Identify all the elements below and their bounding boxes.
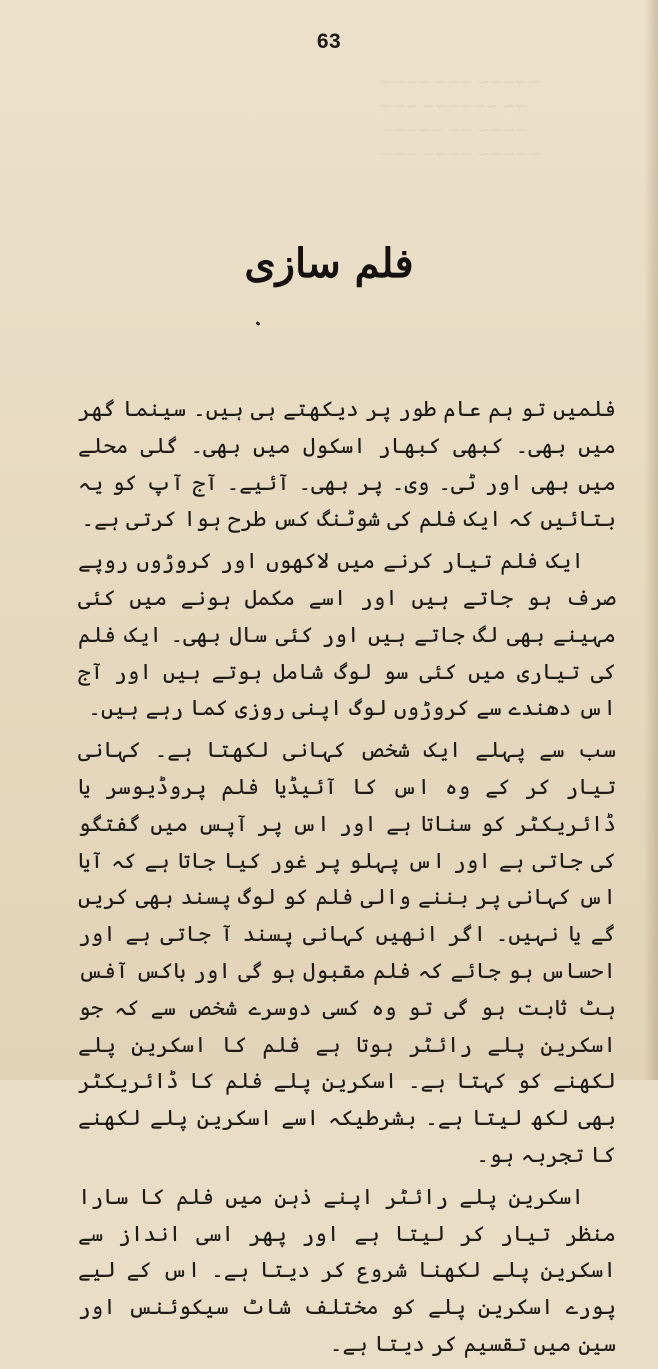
paragraph: سب سے پہلے ایک شخص کہانی لکھتا ہے۔ کہانی تیار کر کے وہ اس کا آئیڈیا فلم پروڈیوسر یا ڈائریکٹر کو سناتا ہے اور اس پر آپس میں گفتگو کی جاتی ہے اور اس پہلو پر غور کیا جاتا ہے کہ آیا اس کہانی پر بننے والی فلم کو لوگ پسند بھی کریں گے یا نہیں۔ اگر انھیں کہانی پسند آ جاتی ہے اور احساس ہو جائے کہ فلم مقبول ہو گی اور باکس آفس ہٹ ثابت ہو گی تو وہ کسی دوسرے شخص سے کہ جو اسکرین پلے رائٹر ہوتا ہے فلم کا اسکرین پلے لکھنے کو کہتا ہے۔ اسکرین پلے فلم کا ڈائریکٹر بھی لکھ لیتا ہے۔ بشرطیکہ اسے اسکرین پلے لکھنے کا تجربہ ہو۔: [78, 738, 616, 1168]
body-text: [78, 392, 616, 1369]
chapter-title: فلم سازی: [244, 240, 414, 287]
paragraph: ایک فلم تیار کرنے میں لاکھوں اور کروڑوں روپے صرف ہو جاتے ہیں اور اسے مکمل ہونے میں کئی مہینے بھی لگ جاتے ہیں اور کئی سال بھی۔ ایک فلم کی تیاری میں کئی سو لوگ شامل ہوتے ہیں اور آج اس دھندے سے کروڑوں لوگ اپنی روزی کما رہے ہیں۔: [78, 549, 616, 722]
ink-speck: [256, 321, 261, 326]
page-edge-shadow: [644, 0, 658, 1080]
paragraph: اسکرین پلے رائٹر اپنے ذہن میں فلم کا سارا منظر تیار کر لیتا ہے اور پھر اسی انداز سے اسکرین پلے لکھنا شروع کر دیتا ہے۔ اس کے لیے پورے اسکرین پلے کو مختلف شاٹ سیکوئنس اور سین میں تقسیم کر دیتا ہے۔: [78, 1184, 616, 1357]
paragraph: فلمیں تو ہم عام طور پر دیکھتے ہی ہیں۔ سینما گھر میں بھی۔ کبھی کبھار اسکول میں بھی۔ گلی محلے میں بھی اور ٹی۔ وی۔ پر بھی۔ آئیے۔ آج آپ کو یہ بتائیں کہ ایک فلم کی شوٹنگ کس طرح ہوا کرتی ہے۔: [78, 397, 616, 533]
show-through-text: ~~~~ ~~~ ~~~~~ ~~~ ~~~~~~ ~~ ~~~~~ ~~ ~~~~ ~~~ ~~~~ ~~~~~: [380, 73, 541, 163]
page-number: 63: [316, 30, 342, 53]
